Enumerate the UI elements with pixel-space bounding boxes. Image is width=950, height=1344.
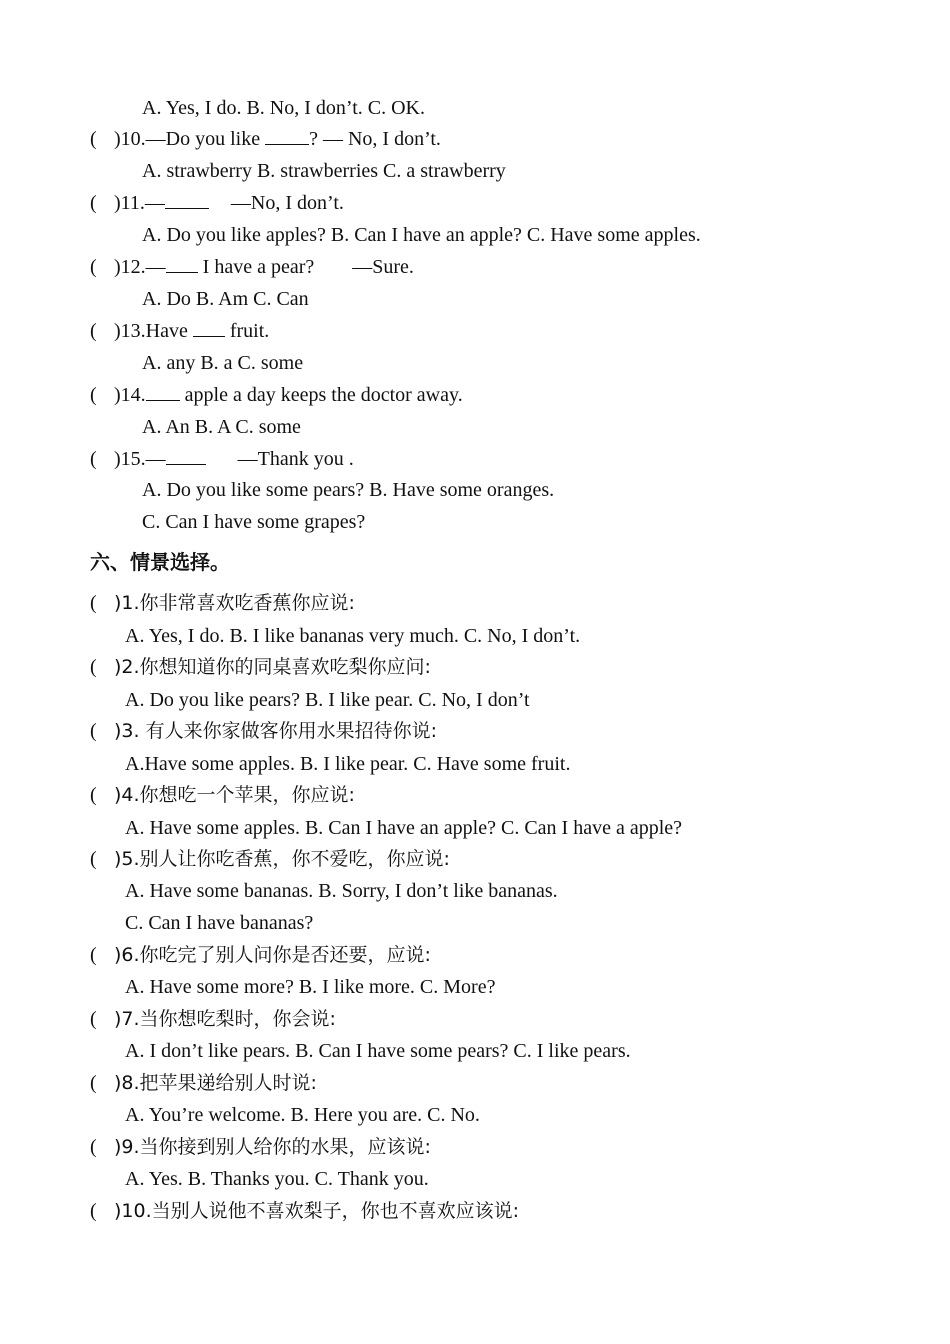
situation-4-options: A. Have some apples. B. Can I have an apple? C. Can I have a apple? xyxy=(125,817,683,839)
question-13: ( )13.Have fruit. xyxy=(90,320,270,342)
situation-1-options: A. Yes, I do. B. I like bananas very much. C. No, I don’t. xyxy=(125,625,581,647)
question-12: ( )12.— I have a pear? —Sure. xyxy=(90,256,414,278)
situation-10: ( )10.当别人说他不喜欢梨子，你也不喜欢应该说: xyxy=(90,1200,520,1222)
situation-8-options: A. You’re welcome. B. Here you are. C. No. xyxy=(125,1104,480,1126)
situation-6-options: A. Have some more? B. I like more. C. More? xyxy=(125,976,496,998)
question-10: ( )10.—Do you like ? — No, I don’t. xyxy=(90,128,441,150)
situation-4: ( )4.你想吃一个苹果，你应说: xyxy=(90,784,355,806)
q10-options: A. strawberry B. strawberries C. a strawberry xyxy=(142,160,506,182)
situation-7-options: A. I don’t like pears. B. Can I have some pears? C. I like pears. xyxy=(125,1040,631,1062)
section-6-title: 六、情景选择。 xyxy=(90,550,230,574)
situation-1: ( )1.你非常喜欢吃香蕉你应说: xyxy=(90,592,355,614)
answer-blank[interactable] xyxy=(166,254,198,273)
situation-3: ( )3. 有人来你家做客你用水果招待你说: xyxy=(90,720,437,742)
answer-blank[interactable] xyxy=(166,446,206,465)
situation-7: ( )7.当你想吃梨时，你会说: xyxy=(90,1008,336,1030)
question-11: ( )11.— —No, I don’t. xyxy=(90,192,344,214)
q14-options: A. An B. A C. some xyxy=(142,416,301,438)
q12-options: A. Do B. Am C. Can xyxy=(142,288,309,310)
q13-options: A. any B. a C. some xyxy=(142,352,304,374)
situation-5: ( )5.别人让你吃香蕉，你不爱吃，你应说: xyxy=(90,848,450,870)
situation-2-options: A. Do you like pears? B. I like pear. C. No, I don’t xyxy=(125,689,530,711)
situation-9: ( )9.当你接到别人给你的水果，应该说: xyxy=(90,1136,431,1158)
question-15: ( )15.— —Thank you . xyxy=(90,448,354,470)
answer-blank[interactable] xyxy=(265,126,309,145)
question-14: ( )14. apple a day keeps the doctor away. xyxy=(90,384,463,406)
q15-options: A. Do you like some pears? B. Have some oranges. xyxy=(142,479,555,501)
q11-options: A. Do you like apples? B. Can I have an apple? C. Have some apples. xyxy=(142,224,701,246)
situation-5-options: A. Have some bananas. B. Sorry, I don’t like bananas. xyxy=(125,880,558,902)
situation-5-options-2: C. Can I have bananas? xyxy=(125,912,314,934)
answer-blank[interactable] xyxy=(165,190,209,209)
situation-8: ( )8.把苹果递给别人时说: xyxy=(90,1072,317,1094)
situation-9-options: A. Yes. B. Thanks you. C. Thank you. xyxy=(125,1168,429,1190)
answer-blank[interactable] xyxy=(146,382,180,401)
answer-blank[interactable] xyxy=(193,318,225,337)
situation-3-options: A.Have some apples. B. I like pear. C. Have some fruit. xyxy=(125,753,571,775)
situation-2: ( )2.你想知道你的同桌喜欢吃梨你应问: xyxy=(90,656,431,678)
situation-6: ( )6.你吃完了别人问你是否还要，应说: xyxy=(90,944,431,966)
q9-options: A. Yes, I do. B. No, I don’t. C. OK. xyxy=(142,97,425,119)
q15-options-2: C. Can I have some grapes? xyxy=(142,511,366,533)
